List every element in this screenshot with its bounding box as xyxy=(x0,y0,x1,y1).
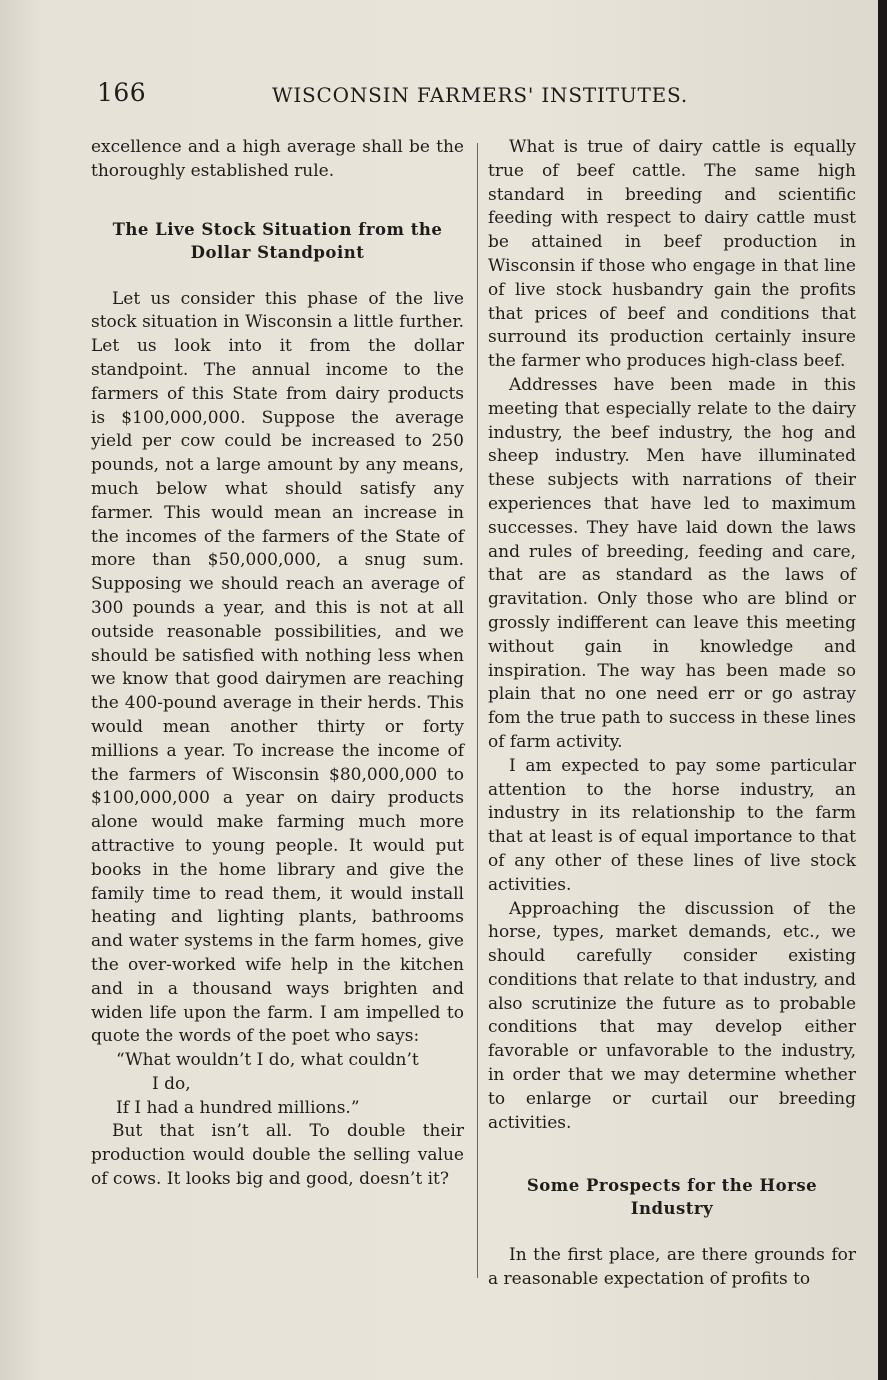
paragraph: Approaching the discussion of the horse, types, market demands, etc., we should carefully consider existing conditions that relate to that industry, and also scrutinize the future as to probable conditions that may develop either favorable or unfavorable to the industry, in order that we may determine whether to enlarge or curtail our breeding activities. xyxy=(488,898,856,1133)
paragraph: But that isn’t all. To double their production would double the selling value of cows. It looks big and good, doesn’t it? xyxy=(91,1121,464,1190)
right-column xyxy=(488,136,856,1292)
quote-line: “What wouldn’t I do, what couldn’t xyxy=(116,1050,419,1071)
opening-paragraph: excellence and a high average shall be the thoroughly established rule. xyxy=(91,137,464,181)
paragraph: Let us consider this phase of the live stock situation in Wisconsin a little further. Let us look into it from the dollar standpoint. The annual income to the farmers of this State from dairy products is $100,000,000. Suppose the average yield per cow could be increased to 250 pounds, not a large amount by any means, much below what should satisfy any farmer. This would mean an increase in the incomes of the farmers of the State of more than $50,000,000, a snug sum. Supposing we should reach an average of 300 pounds a year, and this is not at all outside reasonable possibilities, and we should be satisfied with nothing less when we know that good dairymen are reaching the 400-pound average in their herds. This would mean another thirty or forty millions a year. To increase the income of the farmers of Wisconsin $80,000,000 to $100,000,000 a year on dairy products alone would make farming much more attractive to young people. It would put books in the home library and give the family time to read them, it would install heating and lighting plants, bathrooms and water systems in the farm homes, give the over-worked wife help in the kitchen and in a thousand ways brighten and widen life upon the farm. I am impelled to quote the words of the poet who says: xyxy=(91,288,464,1047)
page-number: 166 xyxy=(97,78,147,107)
poem-quote xyxy=(91,1049,464,1120)
running-title: WISCONSIN FARMERS' INSTITUTES. xyxy=(272,83,688,107)
paragraph: I am expected to pay some particular attention to the horse industry, an industry in its relationship to the farm that at least is of equal importance to that of any other of these lines of live stock activities. xyxy=(488,755,856,895)
paragraph: What is true of dairy cattle is equally true of beef cattle. The same high standard in breeding and scientific feeding with respect to dairy cattle must be attained in beef production in Wisconsin if those who engage in that line of live stock husbandry gain the profits that prices of beef and conditions that surround its production certainly insure the farmer who produces high-class beef. xyxy=(488,137,856,372)
quote-line: I do, xyxy=(152,1073,191,1094)
section-heading-dollar-standpoint: The Live Stock Situation from the Dollar Standpoint xyxy=(112,219,443,262)
section-heading-horse-industry: Some Prospects for the Horse Industry xyxy=(526,1176,818,1219)
page-edge-shadow xyxy=(878,0,887,1380)
quote-line: If I had a hundred millions.” xyxy=(116,1097,360,1118)
paragraph: In the first place, are there grounds for a reasonable expectation of profits to xyxy=(488,1245,856,1290)
left-column xyxy=(91,136,464,1192)
column-divider xyxy=(477,143,478,1278)
paragraph: Addresses have been made in this meeting that especially relate to the dairy industry, the beef industry, the hog and sheep industry. Men have illuminated these subjects with narrations of their experiences that have led to maximum successes. They have laid down the laws and rules of breeding, feeding and care, that are as standard as the laws of gravitation. Only those who are blind or grossly indifferent can leave this meeting without gain in knowledge and inspiration. The way has been made so plain that no one need err or go astray fom the true path to success in these lines of farm activity. xyxy=(488,374,856,752)
